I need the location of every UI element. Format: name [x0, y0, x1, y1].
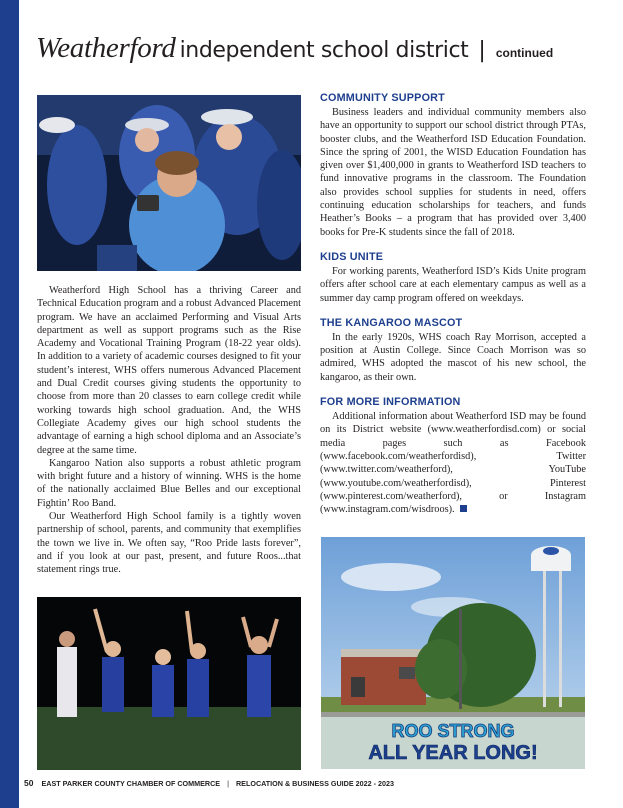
- footer-guide: RELOCATION & BUSINESS GUIDE 2022 - 2023: [235, 779, 395, 788]
- section-body: Business leaders and individual community members also have an opportunity to support our school district through PTAs, booster clubs, and the Weatherford ISD Education Foundation. Since the spring of 2001, the WISD Education Foundation has given over $1,400,000 in grants to Weatherford ISD teachers to fund innovative programs in the classroom. The Foundation also provides school supplies for students in need, offers continuing education scholarships for teachers, and funds Heather’s Books – a program that has provided over 3,400 books for Pre-K students since the fall of 2018.: [320, 107, 586, 238]
- cheerleaders-photo: [37, 597, 301, 770]
- page-footer: [24, 778, 394, 788]
- body-paragraph: Our Weatherford High School family is a tightly woven partnership of school, parents, and community that exemplifies the town we live in. We often say, “Roo Pride lasts forever”, and if you look at our past, present, and future Roos...that statement rings true.: [37, 511, 301, 576]
- section-more-information: [320, 396, 586, 516]
- section-heading: THE KANGAROO MASCOT: [320, 316, 463, 329]
- page-side-bar: [0, 0, 19, 808]
- section-body-text: Additional information about Weatherford ISD may be found on its District website (www.weatherfordisd.com) or social media pages such as Facebook (www.facebook.com/weatherfordisd), Twitter (www.twitter.com/weatherford), YouTube (www.youtube.com/weatherfordisd), Pinterest (www.pinterest.com/weatherford), or Instagram (www.instagram.com/wisdroos).: [320, 411, 586, 516]
- header-continued: continued: [495, 46, 554, 60]
- section-heading: KIDS UNITE: [320, 250, 384, 263]
- section-community-support: [320, 92, 586, 239]
- section-heading: COMMUNITY SUPPORT: [320, 92, 445, 104]
- end-mark-icon: [460, 505, 467, 512]
- section-body: [320, 410, 586, 516]
- section-body: In the early 1920s, WHS coach Ray Morrison, accepted a position at Austin College. Since Coach Morrison was so admired, WHS adopted the mascot of his new school, the kangaroo, as their own.: [320, 331, 586, 383]
- page-header: [36, 32, 596, 68]
- section-heading: FOR MORE INFORMATION: [320, 396, 461, 409]
- section-body: For working parents, Weatherford ISD’s Kids Unite program offers after school care at each elementary campus as well as a summer day camp program offered on weekdays.: [320, 265, 586, 304]
- banner-line2: ALL YEAR LONG!: [368, 742, 538, 764]
- section-kangaroo-mascot: [320, 317, 586, 384]
- banner-line1: ROO STRONG: [391, 721, 515, 741]
- section-kids-unite: [320, 251, 586, 305]
- page-number: 50: [24, 778, 34, 788]
- header-brand: Weatherford: [36, 32, 176, 64]
- body-paragraph: Weatherford High School has a thriving Career and Technical Education program and a robust Advanced Placement program. We have an acclaimed Performing and Visual Arts department as well as support programs such as the Rise Academy and Vocational Training Program (18-22 year olds). In addition to a variety of academic courses designed to fit your student’s interest, WHS offers numerous Advanced Placement and Dual Credit courses giving students the opportunity to choose from more than 20 classes to earn college credit while working towards high school graduation. And, the WHS Collegiate Academy gives our high school students the advantage of earning a high school diploma and an Associate’s degree at the same time.: [37, 285, 301, 456]
- footer-separator: |: [227, 779, 229, 788]
- blue-belles-photo: [37, 95, 301, 271]
- body-paragraph: Kangaroo Nation also supports a robust athletic program with bright future and a history of winning. WHS is the home of the nationally acclaimed Blue Belles and our exceptional Fightin’ Roo Band.: [37, 457, 301, 509]
- header-title: independent school district: [179, 38, 469, 63]
- footer-org: EAST PARKER COUNTY CHAMBER OF COMMERCE: [41, 779, 221, 788]
- header-separator: |: [478, 38, 486, 63]
- right-column: [320, 92, 586, 528]
- water-tower-photo: [321, 537, 585, 769]
- left-column: [37, 284, 301, 577]
